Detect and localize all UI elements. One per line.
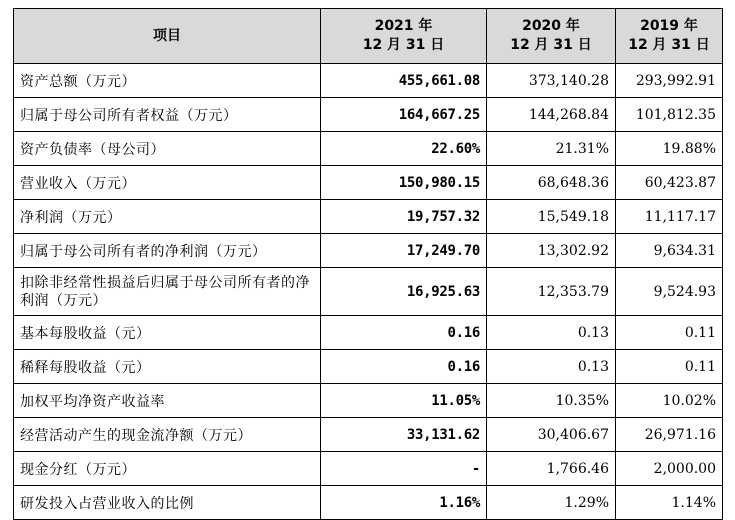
value-2021: 16,925.63: [321, 268, 487, 316]
value-2020: 12,353.79: [487, 268, 616, 316]
value-2019: 101,812.35: [616, 98, 723, 132]
value-2019: 11,117.17: [616, 200, 723, 234]
header-line: 2019 年: [640, 18, 698, 34]
value-2020: 15,549.18: [487, 200, 616, 234]
table-row: [14, 64, 723, 98]
value-2020: 373,140.28: [487, 64, 616, 98]
value-2019: 60,423.87: [616, 166, 723, 200]
value-2020: 0.13: [487, 316, 616, 350]
table-row: [14, 166, 723, 200]
table-row: [14, 316, 723, 350]
table-row: [14, 486, 723, 520]
row-label: 扣除非经常性损益后归属于母公司所有者的净利润（万元）: [14, 268, 321, 316]
value-2021: 17,249.70: [321, 234, 487, 268]
row-label: 归属于母公司所有者的净利润（万元）: [14, 234, 321, 268]
value-2021: 33,131.62: [321, 418, 487, 452]
header-2019: [616, 9, 723, 64]
header-item: [14, 9, 321, 64]
header-2020: [487, 9, 616, 64]
table-row: [14, 452, 723, 486]
row-label: 基本每股收益（元）: [14, 316, 321, 350]
value-2021: 11.05%: [321, 384, 487, 418]
value-2020: 30,406.67: [487, 418, 616, 452]
value-2020: 0.13: [487, 350, 616, 384]
table-row: [14, 418, 723, 452]
table-row: [14, 350, 723, 384]
value-2020: 10.35%: [487, 384, 616, 418]
header-row: [14, 9, 723, 64]
row-label: 研发投入占营业收入的比例: [14, 486, 321, 520]
row-label: 加权平均净资产收益率: [14, 384, 321, 418]
row-label: 经营活动产生的现金流净额（万元）: [14, 418, 321, 452]
value-2020: 144,268.84: [487, 98, 616, 132]
header-line: 12 月 31 日: [510, 37, 592, 53]
financial-summary-table: [13, 8, 723, 520]
table-row: [14, 384, 723, 418]
table-row: [14, 268, 723, 316]
header-2021: [321, 9, 487, 64]
value-2019: 9,524.93: [616, 268, 723, 316]
value-2021: 19,757.32: [321, 200, 487, 234]
table-body: [14, 64, 723, 520]
value-2019: 0.11: [616, 316, 723, 350]
table-header: [14, 9, 723, 64]
row-label: 净利润（万元）: [14, 200, 321, 234]
value-2019: 1.14%: [616, 486, 723, 520]
financial-summary-table-wrapper: [13, 8, 723, 520]
row-label: 资产负债率（母公司）: [14, 132, 321, 166]
value-2021: 150,980.15: [321, 166, 487, 200]
value-2021: -: [321, 452, 487, 486]
header-line: 2020 年: [522, 18, 580, 34]
value-2019: 26,971.16: [616, 418, 723, 452]
table-row: [14, 234, 723, 268]
value-2020: 1,766.46: [487, 452, 616, 486]
header-line: 2021 年: [374, 18, 433, 34]
value-2021: 1.16%: [321, 486, 487, 520]
table-row: [14, 132, 723, 166]
table-row: [14, 200, 723, 234]
value-2019: 2,000.00: [616, 452, 723, 486]
value-2021: 164,667.25: [321, 98, 487, 132]
row-label: 资产总额（万元）: [14, 64, 321, 98]
value-2021: 22.60%: [321, 132, 487, 166]
header-line: 项目: [153, 27, 181, 44]
row-label: 现金分红（万元）: [14, 452, 321, 486]
value-2019: 293,992.91: [616, 64, 723, 98]
value-2020: 21.31%: [487, 132, 616, 166]
value-2019: 9,634.31: [616, 234, 723, 268]
table-row: [14, 98, 723, 132]
row-label: 归属于母公司所有者权益（万元）: [14, 98, 321, 132]
value-2021: 0.16: [321, 316, 487, 350]
value-2019: 10.02%: [616, 384, 723, 418]
value-2021: 455,661.08: [321, 64, 487, 98]
value-2019: 0.11: [616, 350, 723, 384]
header-line: 12 月 31 日: [362, 37, 445, 53]
row-label: 营业收入（万元）: [14, 166, 321, 200]
row-label: 稀释每股收益（元）: [14, 350, 321, 384]
value-2020: 68,648.36: [487, 166, 616, 200]
value-2020: 1.29%: [487, 486, 616, 520]
header-line: 12 月 31 日: [628, 37, 710, 53]
value-2019: 19.88%: [616, 132, 723, 166]
value-2021: 0.16: [321, 350, 487, 384]
value-2020: 13,302.92: [487, 234, 616, 268]
